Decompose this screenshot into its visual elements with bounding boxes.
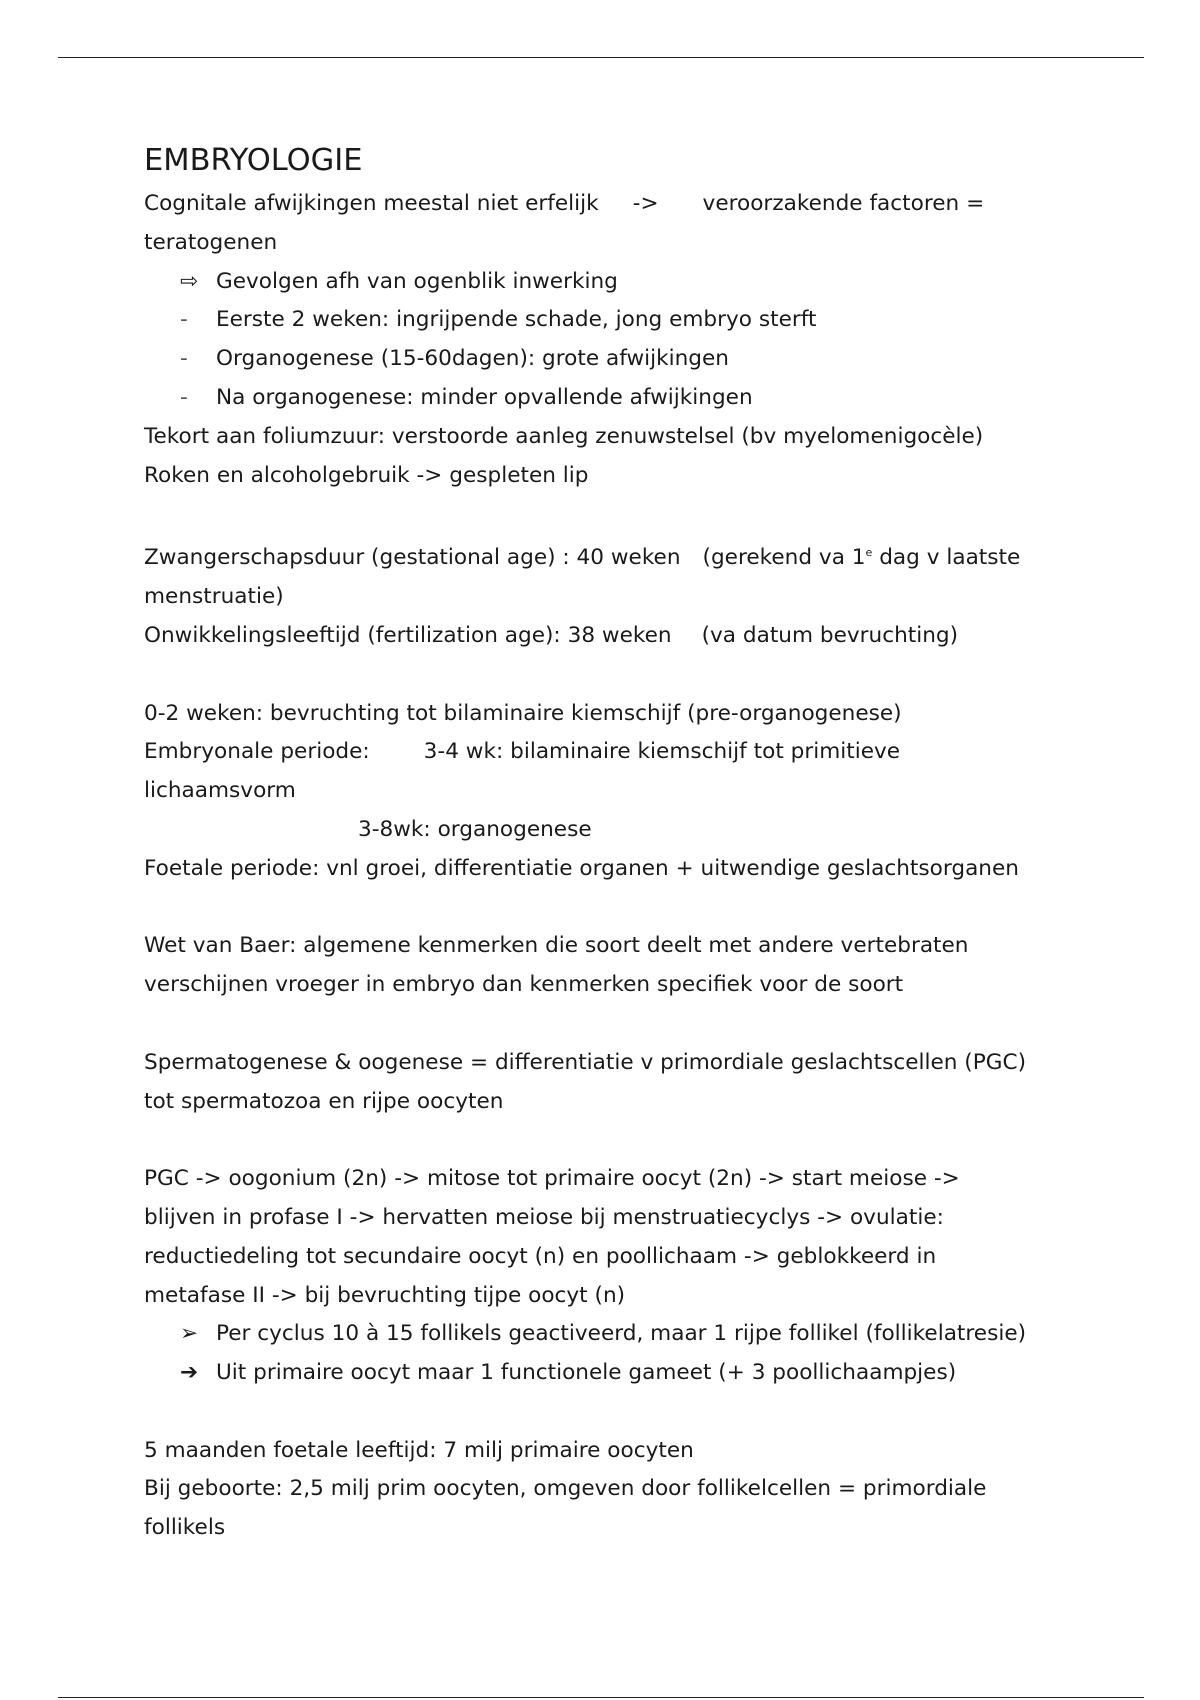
zwanger-line (144, 534, 1074, 578)
ontw-text: Onwikkelingsleeftijd (fertilization age): 38 weken (144, 622, 672, 648)
list-item-text: Uit primaire oocyt maar 1 functionele gameet (+ 3 poollichaampjes) (216, 1360, 957, 1386)
arrow-right-icon: ➔ (180, 1360, 199, 1386)
birth-line-1: Bij geboorte: 2,5 milj prim oocyten, omgeven door follikelcellen = primordiale (144, 1476, 987, 1502)
baer-line-1: Wet van Baer: algemene kenmerken die soort deelt met andere vertebraten (144, 933, 969, 959)
header-rule (58, 57, 1144, 58)
bullet-list-oocyt (144, 1315, 1074, 1393)
intro-wrap: teratogenen (144, 229, 278, 255)
intro-text: Cognitale afwijkingen meestal niet erfelijk (144, 191, 599, 216)
embryonal-label: Embryonale periode: (144, 739, 370, 765)
zwanger-text: Zwangerschapsduur (gestational age) : 40 weken (144, 545, 681, 571)
intro-line (144, 185, 1074, 224)
arrowhead-bullet-icon: ➢ (180, 1321, 199, 1347)
list-item (144, 1354, 1074, 1393)
list-item-text: Per cyclus 10 à 15 follikels geactiveerd, maar 1 rijpe follikel (follikelatresie) (216, 1321, 1027, 1347)
pgc-line-1: PGC -> oogonium (2n) -> mitose tot primaire oocyt (2n) -> start meiose -> (144, 1166, 960, 1192)
embryonal-wrap: lichaamsvorm (144, 778, 296, 804)
sperm-line-1: Spermatogenese & oogenese = differentiatie v primordiale geslachtscellen (PGC) (144, 1049, 1026, 1075)
arrow-right-icon: ⇨ (180, 268, 199, 294)
list-item (144, 379, 1074, 418)
ontw-note: (va datum bevruchting) (701, 622, 959, 648)
list-item-text: Eerste 2 weken: ingrijpende schade, jong embryo sterft (216, 307, 817, 333)
foetal-line: Foetale periode: vnl groei, differentiatie organen + uitwendige geslachtsorganen (144, 855, 1019, 881)
period-line-1: 0-2 weken: bevruchting tot bilaminaire kiemschijf (pre-organogenese) (144, 700, 902, 726)
zwanger-note-end: dag v laatste (872, 545, 1021, 571)
list-item (144, 301, 1074, 340)
document-body (144, 137, 1074, 1548)
list-item (144, 1315, 1074, 1354)
zwanger-note: (gerekend va 1 (702, 545, 866, 571)
pgc-line-2: blijven in profase I -> hervatten meiose bij menstruatiecyclys -> ovulatie: (144, 1204, 944, 1230)
roken-line: Roken en alcoholgebruik -> gespleten lip (144, 462, 589, 488)
list-item (144, 340, 1074, 379)
sperm-line-2: tot spermatozoa en rijpe oocyten (144, 1088, 504, 1114)
pgc-line-3: reductiedeling tot secundaire oocyt (n) en poollichaam -> geblokkeerd in (144, 1243, 937, 1269)
foetal-age-line: 5 maanden foetale leeftijd: 7 milj primaire oocyten (144, 1437, 694, 1463)
dash-bullet-icon: - (180, 307, 188, 333)
footer-rule (58, 1697, 1144, 1698)
birth-line-2: follikels (144, 1515, 226, 1541)
bullet-list-teratogen (144, 263, 1074, 418)
list-item-text: Organogenese (15-60dagen): grote afwijkingen (216, 346, 729, 372)
list-item-text: Na organogenese: minder opvallende afwijkingen (216, 384, 753, 410)
intro-arrow: -> (632, 191, 659, 216)
dash-bullet-icon: - (180, 384, 188, 410)
dash-bullet-icon: - (180, 346, 188, 372)
pgc-line-4: metafase II -> bij bevruchting tijpe oocyt (n) (144, 1282, 626, 1308)
zwanger-wrap: menstruatie) (144, 584, 284, 610)
ontw-line (144, 617, 1074, 656)
embryonal-line (144, 733, 1074, 772)
superscript: e (865, 546, 873, 560)
list-item-text: Gevolgen afh van ogenblik inwerking (216, 268, 618, 294)
list-item (144, 263, 1074, 302)
baer-line-2: verschijnen vroeger in embryo dan kenmerken specifiek voor de soort (144, 972, 904, 998)
embryonal-line-2: 3-8wk: organogenese (358, 816, 592, 842)
folium-line: Tekort aan foliumzuur: verstoorde aanleg zenuwstelsel (bv myelomenigocèle) (144, 423, 984, 449)
embryonal-text: 3-4 wk: bilaminaire kiemschijf tot primitieve (423, 739, 901, 765)
page-title: EMBRYOLOGIE (144, 143, 363, 178)
intro-result: veroorzakende factoren = (702, 191, 985, 216)
